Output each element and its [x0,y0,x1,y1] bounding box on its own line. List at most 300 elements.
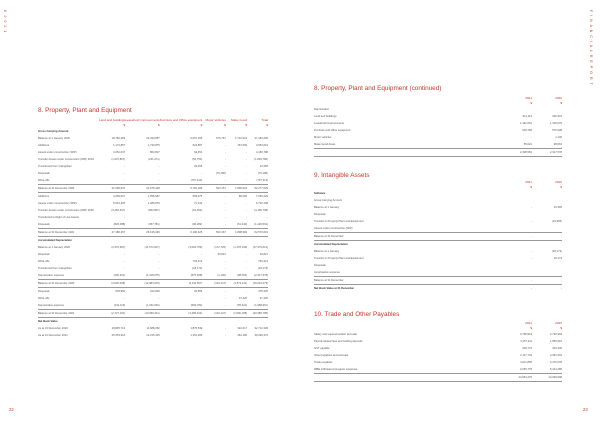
row-value: 21,599,970 [99,185,126,193]
currency: $ [123,123,126,127]
row-value: 26,195,296 [125,229,160,237]
row-value: - [158,179,160,182]
row-label: Net Book Value at 31 December [314,287,355,290]
row-value: - [532,233,562,241]
row-value: - [224,223,226,226]
row-label: Additions [38,144,50,147]
row-label: Transfer to Property Plant and Equipment [314,257,364,260]
row-value: - [246,202,248,205]
row-value: - [246,209,248,212]
row-value: 14,929,908 [532,374,562,382]
row-value: (311,113) [114,304,126,307]
row-label: Gross Carrying Amount [314,199,342,202]
row-label: Transfer Assets under construction (WIP) 2019 [38,158,94,161]
row-value: - [158,267,160,270]
row-label: Accumulated Depreciation [314,243,348,246]
row-value: - [531,287,532,290]
table-row [314,262,562,269]
row-value: (3,011,557) [160,280,203,288]
table-row [38,177,268,185]
table-row [38,295,268,302]
table-row [314,211,562,218]
row-value: 200,331 [552,115,562,118]
row-value [125,128,160,135]
row-value [226,237,247,245]
row-label: Amortisation expense [314,271,340,274]
row-value: 669,075 [192,195,203,198]
payables-table: 2021 2020 $ $ Salary and superannuation accruals 3,768,913 2,790,965 Payroll-related fees and holding deposits 3,157,211 1,856,916 GST payable 329,773 315,430 Other payables and accruals 2,117,744 2,051,504 Trade payables 3,011,856 2,470,578 WBE & Brokered program suspense 3,259,778 5,444,285 14,654,275 14,929,908 [314,321,562,382]
row-value: (12,983,215) [125,280,160,288]
col-header: Total [261,118,268,122]
row-label: Assets under construction (WIP) [38,202,77,205]
row-value: 22,333,857 [146,137,160,140]
currency: $ [157,123,160,127]
table-row [38,244,268,251]
row-value: (3,252,637) [111,209,126,212]
row-value: 18,835,713 [111,327,126,330]
page-number-right: 23 [583,407,588,412]
intangibles-heading: 9. Intangible Assets [314,172,370,179]
row-label: Balance at 31 December 2021 [38,310,99,318]
row-value: (231,271) [148,158,160,161]
table-row [314,352,562,359]
currency: $ [224,123,226,127]
report-label: F I N A N C I A L R E P O R T [589,10,593,86]
row-value: (20,989,785) [247,310,268,318]
row-value: 27,180,367 [99,229,126,237]
row-label: Trade payables [314,361,333,364]
table-row [314,127,562,134]
row-value: - [158,172,160,175]
table-row [314,359,562,366]
row-value [502,197,532,204]
table-row [38,142,268,149]
row-value: 3,653,619 [256,144,268,147]
row-value [532,190,562,197]
table-row [314,233,562,241]
col-header: Furniture and Office equipment [159,118,203,122]
row-value [99,318,126,326]
row-value: (18,173) [257,267,268,270]
table-row [38,200,268,207]
row-value: - [531,250,532,253]
row-value [502,106,532,113]
row-value [532,106,562,113]
row-value: 2,308,581 [502,149,532,157]
row-value: 12,215,445 [146,334,160,337]
row-value: (19,616,279) [247,280,268,288]
row-value: 157,000 [237,144,248,147]
depreciation-table: 2021 2020 $ $ Depreciation Land and buildings 311,113 200,331 Leasehold improvements 1,332,061 1,318,675 Furniture and office equipment 609,782 576,938 Motor vehicles - 1,100 Make Good Asset 55,621 98,063 2,308,581 2,317,578 [314,96,562,157]
row-label: Disposals [38,223,50,226]
row-label: Depreciation [314,108,330,111]
row-value: - [124,260,126,263]
row-value: - [502,277,532,285]
table-row [38,325,268,332]
row-label: Write-offs [38,297,50,300]
row-value: 30,821 [217,253,226,256]
row-value: 375,325 [258,290,268,293]
row-value: 80,000 [238,195,248,198]
row-value [125,318,160,326]
row-value: 1,100 [555,136,562,139]
row-value: 1,730,875 [147,144,160,147]
row-value: 3,252,637 [113,151,126,154]
row-label: Balance at 31 December [314,233,502,241]
row-value: (863,807) [148,209,160,212]
currency: $ [245,123,248,127]
row-value: 2,790,965 [550,333,562,336]
row-value: - [224,144,226,147]
row-value [502,241,532,248]
row-value [247,128,268,135]
row-value: 1,742,624 [235,137,248,140]
table-row [38,288,268,296]
col-header: Land and buildings [99,118,126,122]
row-value: (17,979,012) [252,246,268,249]
row-value: 1,899,624 [226,185,247,193]
row-value: - [246,158,248,161]
row-value: - [246,172,248,175]
row-value: 24,675,328 [125,185,160,193]
row-label: Additions [38,195,50,198]
table-row [314,204,562,211]
row-value: - [224,304,226,307]
row-value: 5,704,186 [160,185,203,193]
row-value: (123,147) [202,310,226,318]
table-row [38,207,268,214]
row-label: Accumulated Depreciation [38,239,72,242]
table-row [38,251,268,258]
row-value: 37,420 [238,297,248,300]
row-value: 1,898,984 [226,229,247,237]
intangibles-table: 2021 2020 $ $ Software Gross Carrying Amount Balance at 1 January - 23,365 Disposals Transfer to Property Plant and Equipment - (23,365) Assets under construction (WIP) Balance at 31 December - - Accumulated Depreciation Balance at 1 January - (18,173) Transfer to Property Plant and Equipment - 18,173 Disposals Amortisation expense Balance at 31 December - - Net Book Value at 31 December - - [314,180,562,290]
row-label: Software [314,192,326,195]
row-value: - [124,165,126,168]
row-value: (2,727,191) [99,310,126,318]
row-label: Transferred from Intangibles [38,165,72,168]
row-value: - [561,287,562,290]
ppe-cont-heading: 8. Property, Plant and Equipment (continued) [314,85,442,92]
row-label: Write-offs [38,260,50,263]
table-row [38,265,268,272]
row-value [532,211,562,218]
table-row [38,214,268,221]
row-value: (76,180) [215,172,226,175]
row-value: 3,011,856 [520,361,532,364]
row-value: 2,051,504 [550,354,562,357]
table-row [314,285,562,293]
row-value: - [158,216,160,219]
row-value: - [531,257,532,260]
row-value [532,262,562,269]
table-row [314,149,562,157]
row-value [226,128,247,135]
row-label [314,374,502,382]
row-label: Transferred to Right of Use Assets [38,216,79,219]
row-value: 62,570,619 [247,229,268,237]
row-value: 31,586 [194,290,203,293]
table-row [38,302,268,310]
row-value: (18,173) [551,250,562,253]
row-value [502,190,532,197]
row-value: 55,621 [523,143,532,146]
row-value: 1,285,879 [147,202,160,205]
row-value: (90,282) [192,223,203,226]
row-label: Balance at 31 December 2020 [38,280,99,288]
row-value: - [224,327,226,330]
row-value: (23,365) [551,220,562,223]
row-label: Balance at 31 December [314,277,502,285]
row-label: Payroll-related fees and holding deposits [314,340,363,343]
row-value: 2,470,578 [550,361,562,364]
row-value: - [124,172,126,175]
row-value [125,237,160,245]
table-row [314,331,562,338]
row-value: 71,142 [194,202,203,205]
table-row [38,170,268,177]
row-label: Net Book Value [38,320,58,323]
row-value: 4,180,798 [256,151,268,154]
row-value: 503,950 [115,290,126,293]
row-label: Other payables and accruals [314,354,349,357]
table-row [314,241,562,248]
row-value [160,128,203,135]
row-value: (1,100) [217,274,226,277]
row-label: Furniture and office equipment [314,129,351,132]
table-row [314,277,562,285]
row-value: - [158,297,160,300]
row-label: Disposals [38,253,50,256]
row-value: 39,099,370 [254,334,268,337]
row-value: (826,088) [113,223,126,226]
row-value: (3,094,759) [188,246,203,249]
row-label: Write-offs [38,179,50,182]
row-value: 310,017 [237,327,248,330]
row-value [532,241,562,248]
row-value: - [224,216,226,219]
row-value: - [246,267,248,270]
row-value: (172,725) [214,246,226,249]
row-value: (357,781) [148,223,160,226]
row-value: 14,654,275 [502,374,532,382]
row-value: 763,313 [192,260,203,263]
row-value: (123,147) [202,280,226,288]
row-value [247,237,268,245]
table-row [314,345,562,352]
row-value: - [246,253,248,256]
row-value: (76,180) [257,172,268,175]
row-value [532,197,562,204]
row-value: (3,020,028) [99,280,126,288]
row-label: Balance at 31 December 2021 [38,229,99,237]
row-value [99,237,126,245]
row-value: - [124,216,126,219]
row-label: Depreciation expense [38,304,64,307]
row-label: Leasehold improvements [314,122,345,125]
row-value: 311,113 [522,115,532,118]
table-row [314,338,562,345]
table-row [38,221,268,229]
row-value: - [224,267,226,270]
row-value: - [224,209,226,212]
row-value: 47,183,290 [254,137,268,140]
row-value: 622,887 [192,144,203,147]
row-label: Balance at 1 January [314,250,340,253]
row-value: (61,440) [237,223,248,226]
row-value: 1,555,987 [147,195,160,198]
row-value: 763,313 [258,260,268,263]
row-value: - [224,290,226,293]
row-value: (98,063) [237,274,248,277]
row-value: - [224,334,226,337]
row-value [202,318,226,326]
row-value: 609,782 [522,129,532,132]
row-value: 30,821 [259,253,268,256]
table-row [38,318,268,326]
row-label: Transferred from Intangibles [38,267,72,270]
currency: $ [266,123,268,127]
row-value: (1,572,411) [226,280,247,288]
row-label: Disposals [38,172,50,175]
row-value: 503,167 [202,229,226,237]
row-label: Transfer Assets under construction (WIP) 2020 [38,209,94,212]
row-value: 6,106,425 [160,229,203,237]
row-value: - [124,179,126,182]
row-value: 6,097,255 [190,137,203,140]
payables-heading: 10. Trade and Other Payables [314,311,400,318]
row-value: 576,938 [552,129,562,132]
row-value: (4,180,798) [254,209,268,212]
row-value: - [246,165,248,168]
page-number-left: 22 [9,407,14,412]
table-row [314,134,562,141]
table-row [38,156,268,163]
row-value: (3,495,914) [160,310,203,318]
row-value: - [124,253,126,256]
row-value: (1,590,188) [226,310,247,318]
row-value: - [158,260,160,263]
table-row [38,229,268,237]
row-value: 3,768,913 [520,333,532,336]
row-value: 4,069,527 [113,195,126,198]
row-value: (767,313) [256,179,268,182]
row-value [160,237,203,245]
table-row [314,248,562,255]
row-value: - [158,165,160,168]
row-value: (13,969,311) [125,310,160,318]
row-value: (609,782) [190,304,203,307]
row-value: (55,621) [237,304,248,307]
col-header: Make Good [231,118,248,122]
row-value: (1,893,780) [254,158,268,161]
row-value: - [158,253,160,256]
row-value: - [201,172,203,175]
row-value: - [502,233,532,241]
row-value: (1,318,675) [145,274,160,277]
row-value: - [224,151,226,154]
row-label: Transfer to Property Plant and Equipment [314,220,364,223]
row-value [502,262,532,269]
row-value: 5,644,305 [113,202,126,205]
row-value: 23,365 [259,165,268,168]
row-value: - [201,216,203,219]
row-value: - [201,253,203,256]
row-value: - [124,297,126,300]
row-value: (1,478,199) [233,246,248,249]
row-value: 1,876,549 [190,327,203,330]
row-label: Disposals [38,290,50,293]
row-label: Disposals [314,264,326,267]
row-value: 1,856,916 [550,340,562,343]
row-value [502,269,532,277]
table-row [38,128,268,135]
table-row [38,272,268,280]
table-row [38,135,268,142]
table-row [314,106,562,113]
table-row [38,163,268,170]
row-value: (11,673,007) [144,246,160,249]
row-value: - [224,179,226,182]
row-value: 3,157,211 [520,340,532,343]
row-value: (767,313) [190,179,203,182]
row-label: As at 31 December 2021 [38,334,68,337]
table-row [38,149,268,156]
row-value: 329,773 [522,347,532,350]
row-value: - [246,216,248,219]
row-value: - [531,206,532,209]
table-row [38,258,268,265]
row-label: GST payable [314,347,330,350]
row-value: 25,253,916 [111,334,126,337]
row-value: 52,277,629 [247,185,268,193]
row-value: (64,354) [192,209,203,212]
row-label: Assets under construction (WIP) [38,151,77,154]
row-value: (1,958,961) [254,304,268,307]
row-value: 1,351,486 [190,334,203,337]
row-label: Assets under construction (WIP) [314,227,353,230]
row-value: - [246,179,248,182]
row-value: 1,172,857 [113,144,126,147]
row-value: - [224,202,226,205]
row-label: Motor vehicles [314,136,332,139]
row-value: - [224,195,226,198]
table-row [314,374,562,382]
row-value: - [224,297,226,300]
table-row [314,366,562,374]
row-value: - [531,136,532,139]
row-value: 18,782,283 [111,137,126,140]
row-label: WBE & Brokered program suspense [314,368,358,371]
table-row [314,255,562,262]
row-value: - [246,290,248,293]
table-row [38,193,268,201]
row-value: 312,829 [149,290,160,293]
row-value [247,318,268,326]
row-value [532,269,562,277]
row-label: Balance at 1 January 2020 [38,137,70,140]
row-value: (1,607,807) [111,158,126,161]
table-row [38,185,268,193]
row-label: As at 31 December 2020 [38,327,68,330]
table-row [314,225,562,233]
row-value: 2,117,744 [520,354,532,357]
col-header: Leasehold improvements [125,118,160,122]
row-label: Make Good Asset [314,143,336,146]
row-value: - [267,216,268,219]
row-label [314,149,502,157]
row-value: 23,365 [553,206,562,209]
